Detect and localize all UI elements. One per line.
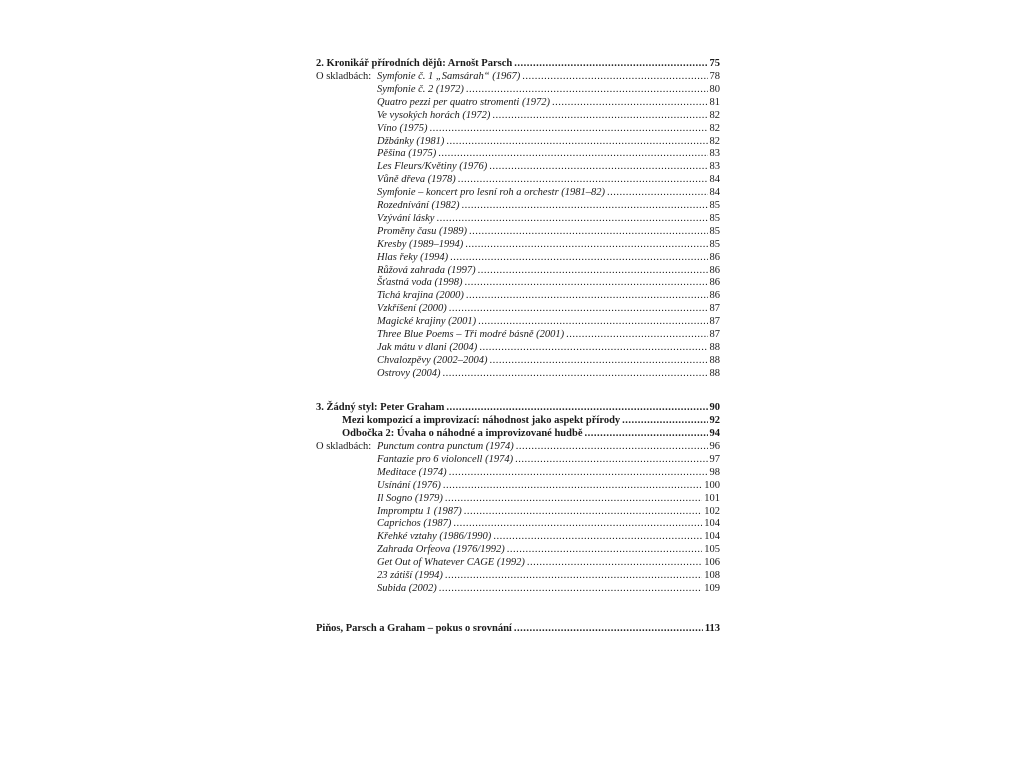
entry-title: Hlas řeky (1994) <box>377 251 449 263</box>
entry-title: Džbánky (1981) <box>377 135 445 147</box>
toc-entry <box>377 531 720 544</box>
page-number: 100 <box>704 479 720 491</box>
dot-leader <box>445 570 702 583</box>
dot-leader <box>450 252 707 265</box>
dot-leader <box>493 531 702 544</box>
section-heading <box>316 402 720 415</box>
toc-entry <box>377 265 720 278</box>
toc-entry <box>377 148 720 161</box>
dot-leader <box>622 415 707 428</box>
page-number: 85 <box>709 225 720 237</box>
entry-title: Symfonie č. 1 „Samsárah“ (1967) <box>377 71 521 82</box>
dot-leader <box>449 467 708 480</box>
toc-entry <box>377 355 720 368</box>
section-heading-title: 2. Kronikář přírodních dějů: Arnošt Parsch <box>316 58 513 69</box>
entry-title: Three Blue Poems – Tři modré básně (2001) <box>377 329 565 340</box>
page-number: 75 <box>709 58 720 69</box>
works-label: O skladbách: <box>316 441 372 452</box>
toc-entry <box>377 84 720 97</box>
toc-entry <box>377 277 720 290</box>
page-number: 94 <box>709 428 720 439</box>
closing-title: Piňos, Parsch a Graham – pokus o srovnání <box>316 623 512 634</box>
dot-leader <box>464 506 702 519</box>
dot-leader <box>479 342 707 355</box>
page-number: 101 <box>704 492 720 504</box>
entry-title: Meditace (1974) <box>377 466 447 478</box>
page-number: 88 <box>709 367 720 379</box>
entry-title: Ostrovy (2004) <box>377 367 441 379</box>
entry-title: Víno (1975) <box>377 122 428 134</box>
page-number: 84 <box>709 187 720 199</box>
page-number: 82 <box>709 135 720 147</box>
page-number: 84 <box>709 174 720 186</box>
dot-leader <box>490 355 708 368</box>
section-heading <box>316 58 720 71</box>
page-number: 106 <box>704 557 720 569</box>
dot-leader <box>607 187 707 200</box>
dot-leader <box>465 239 707 252</box>
subsection-heading <box>342 415 720 428</box>
dot-leader <box>449 303 708 316</box>
toc-entry <box>377 136 720 149</box>
page-number: 86 <box>709 251 720 263</box>
toc-entry <box>377 226 720 239</box>
entry-title: Šťastná voda (1998) <box>377 277 463 289</box>
page-number: 98 <box>709 466 720 478</box>
dot-leader <box>584 428 707 441</box>
dot-leader <box>453 518 702 531</box>
entry-title: Punctum contra punctum (1974) <box>377 441 514 452</box>
toc-entry <box>377 518 720 531</box>
dot-leader <box>514 58 707 71</box>
toc-entry <box>377 97 720 110</box>
toc-entry <box>377 557 720 570</box>
toc-entry <box>377 161 720 174</box>
toc-entry <box>377 329 720 342</box>
page-number: 109 <box>704 582 720 594</box>
entry-title: Fantazie pro 6 violoncell (1974) <box>377 453 514 465</box>
toc-entry <box>377 467 720 480</box>
dot-leader <box>442 368 707 381</box>
page-number: 104 <box>704 518 720 530</box>
page-number: 96 <box>709 441 720 452</box>
dot-leader <box>458 174 708 187</box>
section-heading-title: 3. Žádný styl: Peter Graham <box>316 402 445 413</box>
toc-entry <box>377 316 720 329</box>
toc-entry <box>377 290 720 303</box>
dot-leader <box>492 110 707 123</box>
entry-title: Symfonie č. 2 (1972) <box>377 83 464 95</box>
page-number: 85 <box>709 212 720 224</box>
dot-leader <box>443 480 702 493</box>
page-number: 83 <box>709 161 720 173</box>
entry-title: Impromptu 1 (1987) <box>377 505 462 517</box>
entry-title: Les Fleurs/Květiny (1976) <box>377 161 488 173</box>
page-number: 82 <box>709 109 720 121</box>
toc-entry <box>377 454 720 467</box>
toc-entry <box>377 544 720 557</box>
subsection-title: Mezi kompozicí a improvizací: náhodnost jako aspekt přírody <box>342 415 621 426</box>
dot-leader <box>466 84 708 97</box>
toc-entry <box>377 252 720 265</box>
entry-title: Zahrada Orfeova (1976/1992) <box>377 544 505 556</box>
page-number: 105 <box>704 544 720 556</box>
entry-title: Magické krajiny (2001) <box>377 316 477 328</box>
dot-leader <box>507 544 703 557</box>
dot-leader <box>566 329 707 342</box>
toc-entry <box>377 213 720 226</box>
entry-title: Rozednívání (1982) <box>377 200 460 211</box>
dot-leader <box>436 213 707 226</box>
dot-leader <box>446 402 707 415</box>
dot-leader <box>527 557 702 570</box>
entry-title: Pěšina (1975) <box>377 148 437 160</box>
toc-entry <box>377 110 720 123</box>
entry-title: Kresby (1989–1994) <box>377 238 464 250</box>
entry-title: Quatro pezzi per quatro stromenti (1972) <box>377 96 550 108</box>
toc-entry <box>377 480 720 493</box>
entry-title: Tichá krajina (2000) <box>377 290 464 302</box>
dot-leader <box>478 265 708 278</box>
dot-leader <box>429 123 707 136</box>
toc-entry <box>377 123 720 136</box>
dot-leader <box>552 97 708 110</box>
toc-entry <box>377 342 720 355</box>
dot-leader <box>469 226 707 239</box>
page-number: 108 <box>704 570 720 581</box>
page-number: 88 <box>709 354 720 366</box>
toc-entry <box>377 441 720 454</box>
entry-title: Proměny času (1989) <box>377 225 468 237</box>
page-number: 104 <box>704 531 720 543</box>
toc-entry <box>377 200 720 213</box>
dot-leader <box>462 200 708 213</box>
dot-leader <box>515 454 707 467</box>
page-number: 97 <box>709 453 720 465</box>
subsection-heading <box>342 428 720 441</box>
entry-title: Vzkříšení (2000) <box>377 303 447 315</box>
dot-leader <box>478 316 707 329</box>
entry-title: Il Sogno (1979) <box>377 492 443 504</box>
entry-title: Chvalozpěvy (2002–2004) <box>377 354 488 366</box>
toc-entry <box>377 303 720 316</box>
page-number: 113 <box>704 623 720 634</box>
dot-leader <box>446 136 707 149</box>
entry-title: Caprichos (1987) <box>377 518 452 530</box>
dot-leader <box>439 583 702 596</box>
toc-entry <box>377 583 720 596</box>
page-number: 87 <box>709 316 720 328</box>
page-number: 92 <box>709 415 720 426</box>
toc-entry <box>377 71 720 84</box>
entry-title: Get Out of Whatever CAGE (1992) <box>377 557 525 569</box>
toc-entry <box>377 506 720 519</box>
toc-entry <box>377 368 720 381</box>
page-number: 85 <box>709 200 720 211</box>
dot-leader <box>464 277 707 290</box>
page-number: 87 <box>709 329 720 340</box>
page-number: 102 <box>704 505 720 517</box>
dot-leader <box>466 290 708 303</box>
entry-title: Symfonie – koncert pro lesní roh a orchestr (1981–82) <box>377 187 606 199</box>
entry-title: Ve vysokých horách (1972) <box>377 109 491 121</box>
entry-title: Vzývání lásky <box>377 212 435 224</box>
page-number: 80 <box>709 83 720 95</box>
entry-title: Subida (2002) <box>377 582 437 594</box>
dot-leader <box>514 623 703 636</box>
dot-leader <box>445 493 702 506</box>
page-number: 86 <box>709 264 720 276</box>
page-number: 86 <box>709 277 720 289</box>
works-label: O skladbách: <box>316 71 372 82</box>
toc-entry <box>377 187 720 200</box>
entry-title: 23 zátiší (1994) <box>377 570 443 581</box>
page-number: 88 <box>709 341 720 353</box>
entry-title: Jak mátu v dlani (2004) <box>377 341 478 353</box>
page-number: 87 <box>709 303 720 315</box>
dot-leader <box>489 161 707 174</box>
page-number: 90 <box>709 402 720 413</box>
closing-heading <box>316 623 720 636</box>
entry-title: Usínání (1976) <box>377 479 441 491</box>
toc-entry <box>377 570 720 583</box>
dot-leader <box>516 441 708 454</box>
toc-entry <box>377 493 720 506</box>
toc-entry <box>377 239 720 252</box>
entry-title: Vůně dřeva (1978) <box>377 174 456 186</box>
page-number: 78 <box>709 71 720 82</box>
dot-leader <box>438 148 707 161</box>
page-number: 85 <box>709 238 720 250</box>
page-number: 86 <box>709 290 720 302</box>
toc-entry <box>377 174 720 187</box>
entry-title: Růžová zahrada (1997) <box>377 264 476 276</box>
page-number: 81 <box>709 96 720 108</box>
subsection-title: Odbočka 2: Úvaha o náhodné a improvizované hudbě <box>342 428 583 439</box>
entry-title: Křehké vztahy (1986/1990) <box>377 531 492 543</box>
page-number: 83 <box>709 148 720 160</box>
dot-leader <box>522 71 707 84</box>
page-number: 82 <box>709 122 720 134</box>
